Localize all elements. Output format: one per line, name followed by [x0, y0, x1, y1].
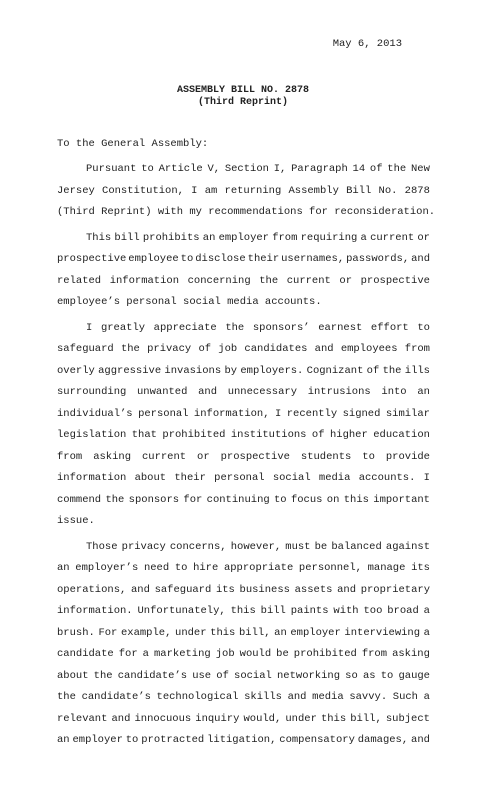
paragraph-line: Pursuant to Article V, Section I, Paragraph 14 of the New — [86, 163, 430, 175]
paragraph-line: safeguard the privacy of job candidates and employees from — [57, 343, 430, 355]
bill-title-block — [0, 85, 486, 109]
letter-date: May 6, 2013 — [332, 38, 402, 50]
paragraph-line: an employer to protracted litigation, compensatory damages, and — [57, 734, 430, 746]
paragraph-line: surrounding unwanted and unnecessary intrusions into an — [57, 386, 430, 398]
paragraph — [57, 159, 436, 224]
paragraph-line: employee’s personal social media accounts. — [57, 296, 322, 308]
paragraph-line: Jersey Constitution, I am returning Assembly Bill No. 2878 — [57, 184, 430, 197]
paragraph-line: overly aggressive invasions by employers. Cognizant of the ills — [57, 364, 430, 377]
paragraph-line: brush. For example, under this bill, an employer interviewing a — [57, 626, 430, 639]
paragraph-line: (Third Reprint) with my recommendations for reconsideration. — [57, 206, 436, 218]
paragraph-line: an employer’s need to hire appropriate personnel, manage its — [57, 562, 430, 574]
paragraph-line: prospective employee to disclose their usernames, passwords, and — [57, 253, 430, 265]
reprint-label: (Third Reprint) — [197, 97, 288, 108]
letter-body — [57, 159, 436, 752]
paragraph-line: I greatly appreciate the sponsors’ earnest effort to — [86, 321, 430, 334]
paragraph-line: individual’s personal information, I recently signed similar — [57, 407, 430, 420]
paragraph — [57, 318, 430, 533]
salutation: To the General Assembly: — [57, 138, 209, 150]
paragraph-line: information. Unfortunately, this bill paints with too broad a — [57, 605, 430, 617]
paragraph-line: the candidate’s technological skills and media savvy. Such a — [57, 691, 430, 703]
paragraph-line: relevant and innocuous inquiry would, under this bill, subject — [57, 712, 430, 725]
paragraph-line: about the candidate’s use of social networking so as to gauge — [57, 669, 430, 682]
paragraph-line: commend the sponsors for continuing to focus on this important — [57, 493, 430, 506]
paragraph-line: legislation that prohibited institutions of higher education — [57, 429, 430, 441]
paragraph-line: related information concerning the current or prospective — [57, 274, 430, 287]
paragraph-line: from asking current or prospective students to provide — [57, 450, 430, 463]
bill-title: ASSEMBLY BILL NO. 2878 — [176, 85, 310, 96]
paragraph — [57, 228, 430, 314]
paragraph-line: This bill prohibits an employer from requiring a current or — [86, 231, 430, 244]
paragraph-line: issue. — [57, 515, 95, 527]
paragraph-line: Those privacy concerns, however, must be balanced against — [86, 540, 430, 553]
paragraph-line: candidate for a marketing job would be prohibited from asking — [57, 648, 430, 660]
paragraph-line: information about their personal social media accounts. I — [57, 472, 430, 484]
paragraph — [57, 537, 430, 752]
paragraph-line: operations, and safeguard its business assets and proprietary — [57, 583, 430, 596]
